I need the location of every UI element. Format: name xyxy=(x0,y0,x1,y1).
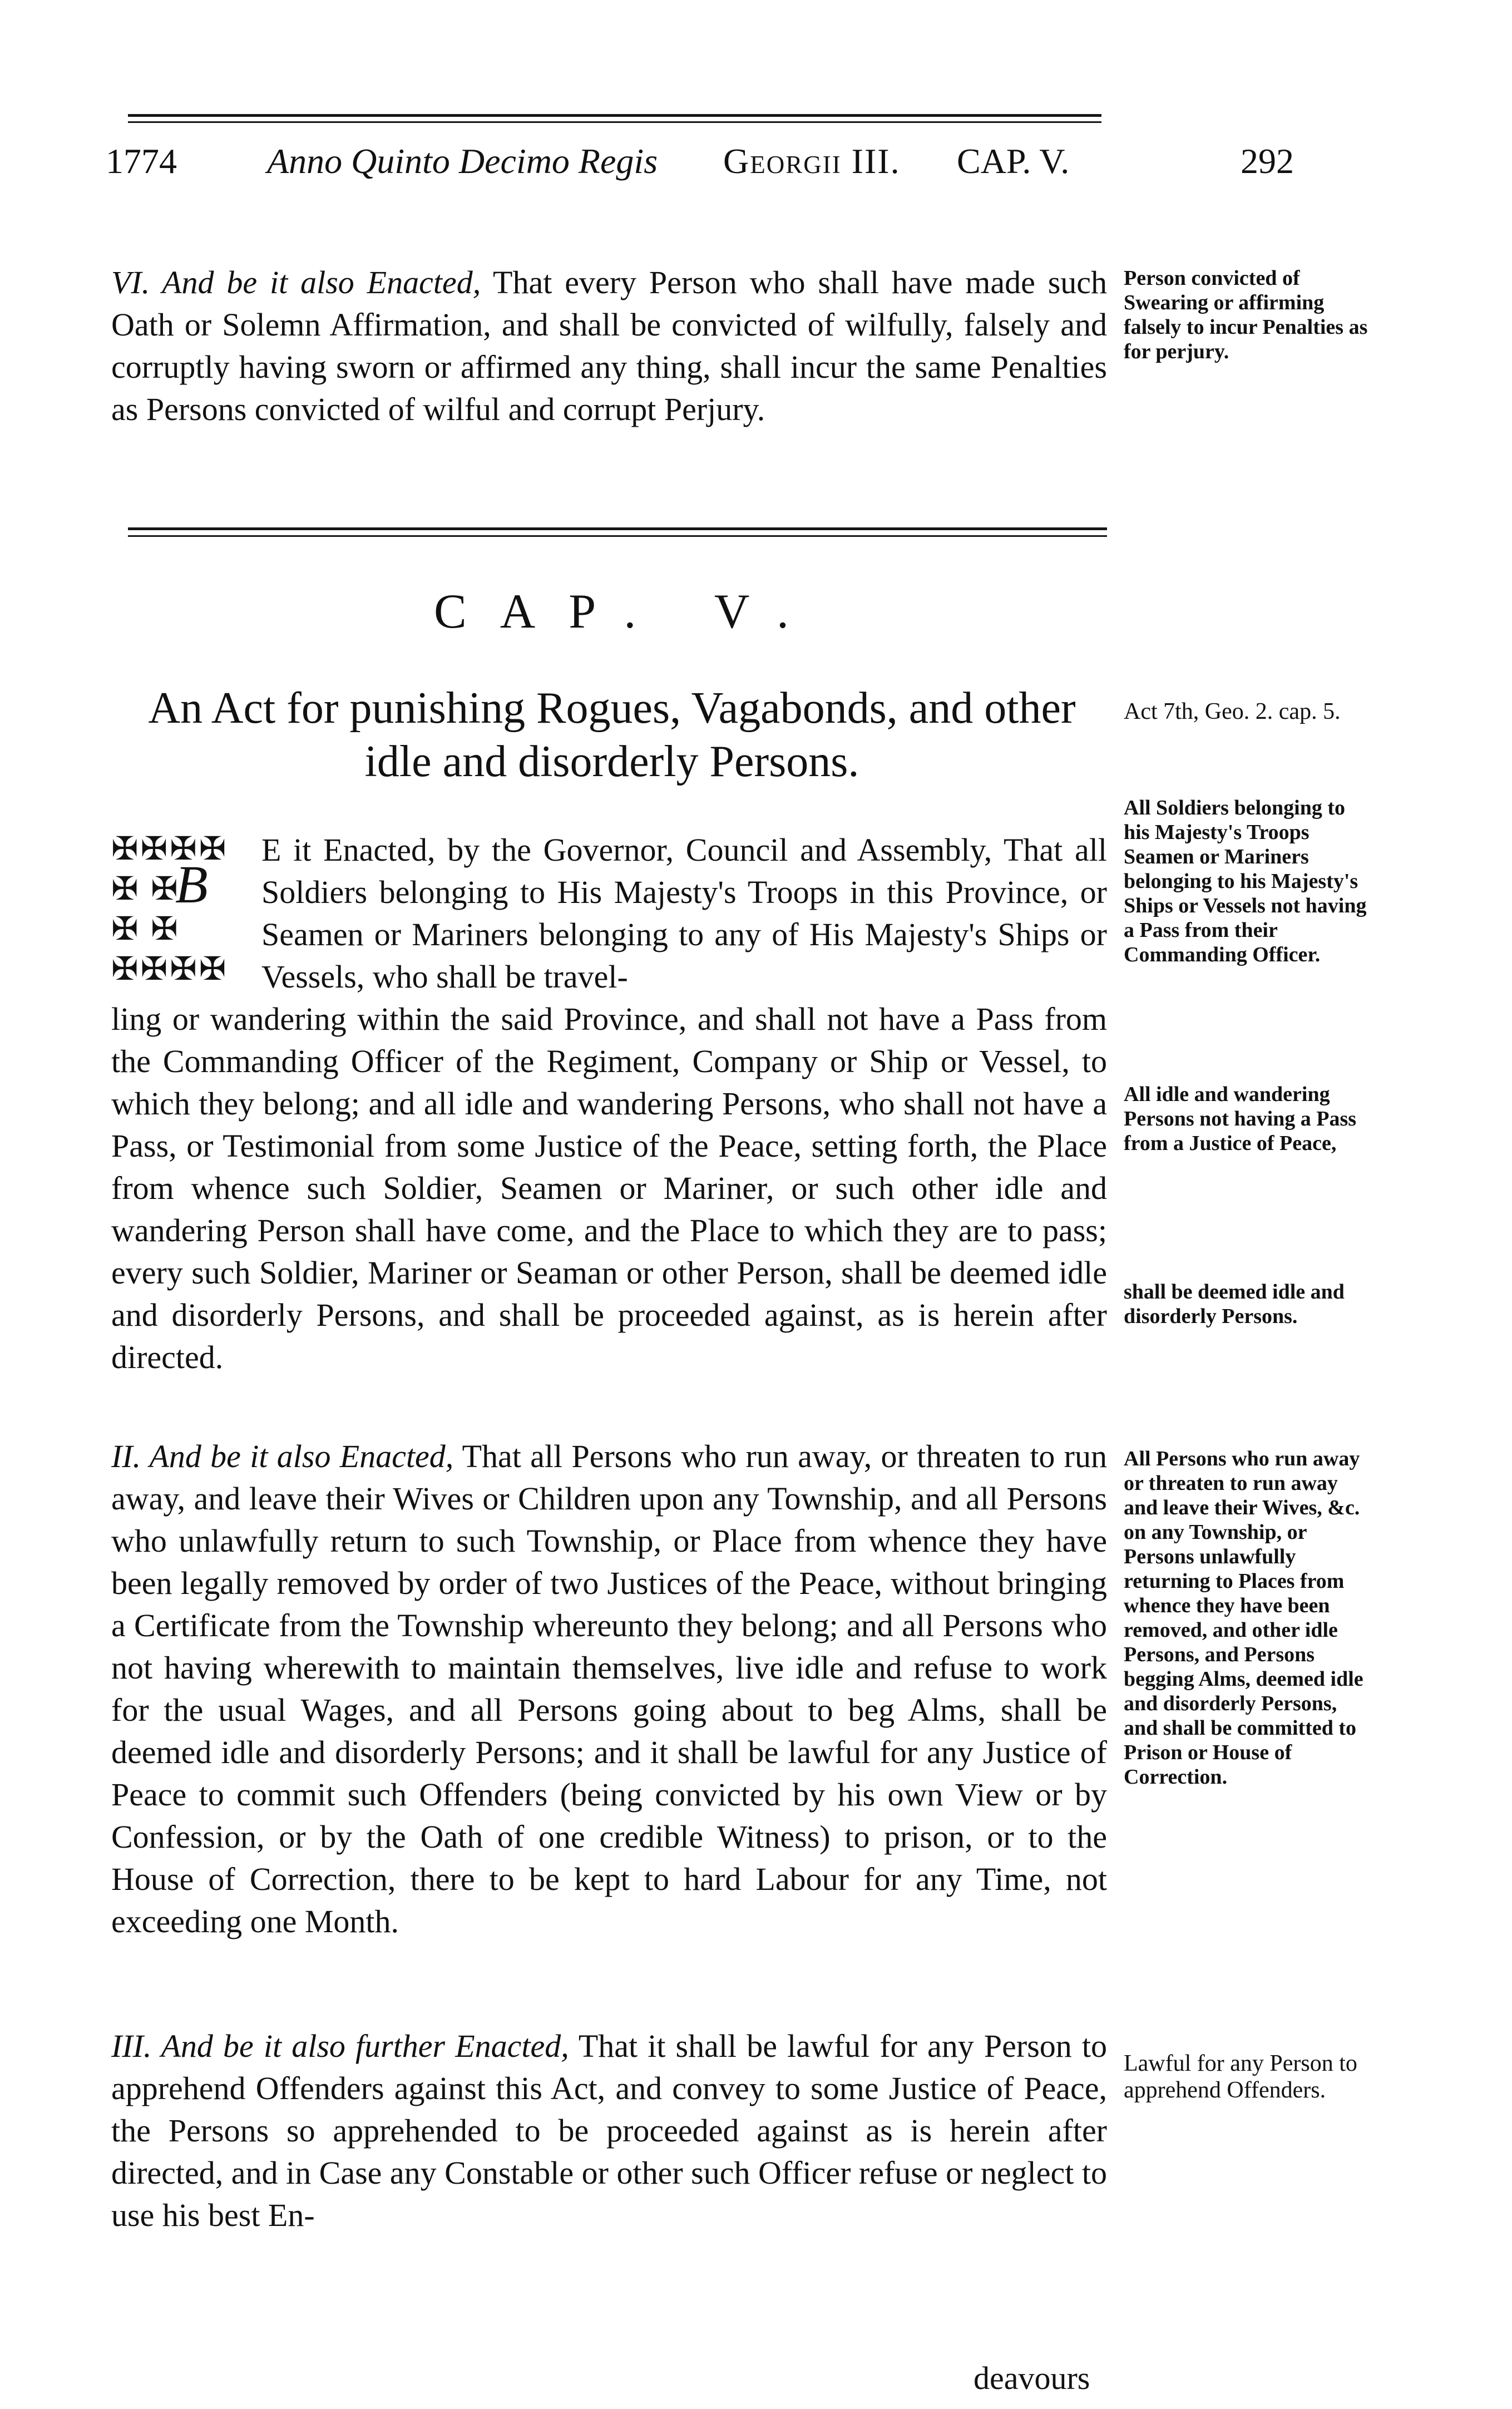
margin-note-act: Act 7th, Geo. 2. cap. 5. xyxy=(1124,699,1341,724)
section-vi-lead: VI. And be it also Enacted, xyxy=(111,264,481,300)
section-i-opening: E it Enacted, by the Governor, Council and Assembly, That all Soldiers belonging to His Majesty's Troops in this Province, or Seamen or Mariners belonging to any of His Majesty's Ships or Vessels, who shall be travel- xyxy=(261,832,1107,995)
drop-cap-letter: B xyxy=(175,855,208,914)
section-vi-text: That every Person who shall have made such Oath or Solemn Affirmation, and shall be convicted of wilfully, falsely and corruptly having sworn or affirmed any thing, shall incur the same Penalties as Persons convicted of wilful and corrupt Perjury. xyxy=(111,264,1108,427)
section-ii xyxy=(111,1435,1107,1943)
catchword: deavours xyxy=(974,2360,1090,2396)
chapter-heading: CAP. V. xyxy=(434,585,823,639)
header-rule xyxy=(128,114,1101,117)
header-king: Georgii III. xyxy=(723,141,901,181)
header-year: 1774 xyxy=(106,141,177,181)
drop-cap xyxy=(111,829,256,987)
header-chapter: CAP. V. xyxy=(957,141,1070,181)
margin-note-perjury: Person convicted of Swearing or affirming falsely to incur Penalties as for perjury. xyxy=(1124,266,1368,363)
section-iii xyxy=(111,2025,1107,2237)
section-i-body: ling or wandering within the said Province, and shall not have a Pass from the Commanding Officer of the Regiment, Company or Ship or Vessel, to which they belong; and all idle and wandering Persons, who shall not have a Pass, or Testimonial from some Justice of the Peace, setting forth, the Place from whence such Soldier, Seamen or Mariner, or such other idle and wandering Person shall have come, and the Place to which they are to pass; every such Soldier, Mariner or Seaman or other Person, shall be deemed idle and disorderly Persons, and shall be proceeded against, as is herein after directed. xyxy=(111,1001,1107,1375)
margin-note-apprehend: Lawful for any Person to apprehend Offenders. xyxy=(1124,2051,1357,2103)
chapter-rule xyxy=(128,527,1107,530)
section-ii-lead: II. And be it also Enacted, xyxy=(111,1438,454,1474)
section-iii-lead: III. And be it also further Enacted, xyxy=(111,2028,569,2064)
margin-note-deemed: shall be deemed idle and disorderly Persons. xyxy=(1124,1280,1345,1328)
section-ii-text: That all Persons who run away, or threaten to run away, and leave their Wives or Children upon any Township, and all Persons who unlawfully return to such Township, or Place from whence they have been legally removed by order of two Justices of the Peace, without bringing a Certificate from the Township whereunto they belong; and all Persons who not having wherewith to maintain themselves, live idle and refuse to work for the usual Wages, and all Persons going about to beg Alms, shall be deemed idle and disorderly Persons; and it shall be lawful for any Justice of Peace to commit such Offenders (being convicted by his own View or by Confession, or by the Oath of one credible Witness) to prison, or to the House of Correction, there to be kept to hard Labour for any Time, not exceeding one Month. xyxy=(111,1438,1107,1939)
drop-cap-ornament: ✠✠✠✠ ✠ ✠ ✠ ✠ ✠✠✠✠ xyxy=(111,831,229,987)
margin-note-runaways: All Persons who run away or threaten to run away and leave their Wives, &c. on any Township, or Persons unlawfully returning to Places from whence they have been removed, and other idle Persons, and Persons begging Alms, deemed idle and disorderly Persons, and shall be committed to Prison or House of Correction. xyxy=(1124,1447,1363,1789)
running-header xyxy=(106,134,1330,189)
header-title: Anno Quinto Decimo Regis xyxy=(267,141,658,181)
margin-note-soldiers: All Soldiers belonging to his Majesty's Troops Seamen or Mariners belonging to his Majesty's Ships or Vessels not having a Pass from their Commanding Officer. xyxy=(1124,796,1367,966)
header-rule-thin xyxy=(128,121,1101,123)
margin-note-idle: All idle and wandering Persons not having a Pass from a Justice of Peace, xyxy=(1124,1083,1357,1155)
chapter-rule-thin xyxy=(128,535,1107,537)
page-number: 292 xyxy=(1241,141,1294,181)
section-vi xyxy=(111,261,1107,431)
act-title: An Act for punishing Rogues, Vagabonds, and other idle and disorderly Persons. xyxy=(148,684,1076,786)
section-iii-text: That it shall be lawful for any Person to apprehend Offenders against this Act, and convey to some Justice of Peace, the Persons so apprehended to be proceeded against as is herein after directed, and in Case any Constable or other such Officer refuse or neglect to use his best En- xyxy=(111,2028,1108,2233)
